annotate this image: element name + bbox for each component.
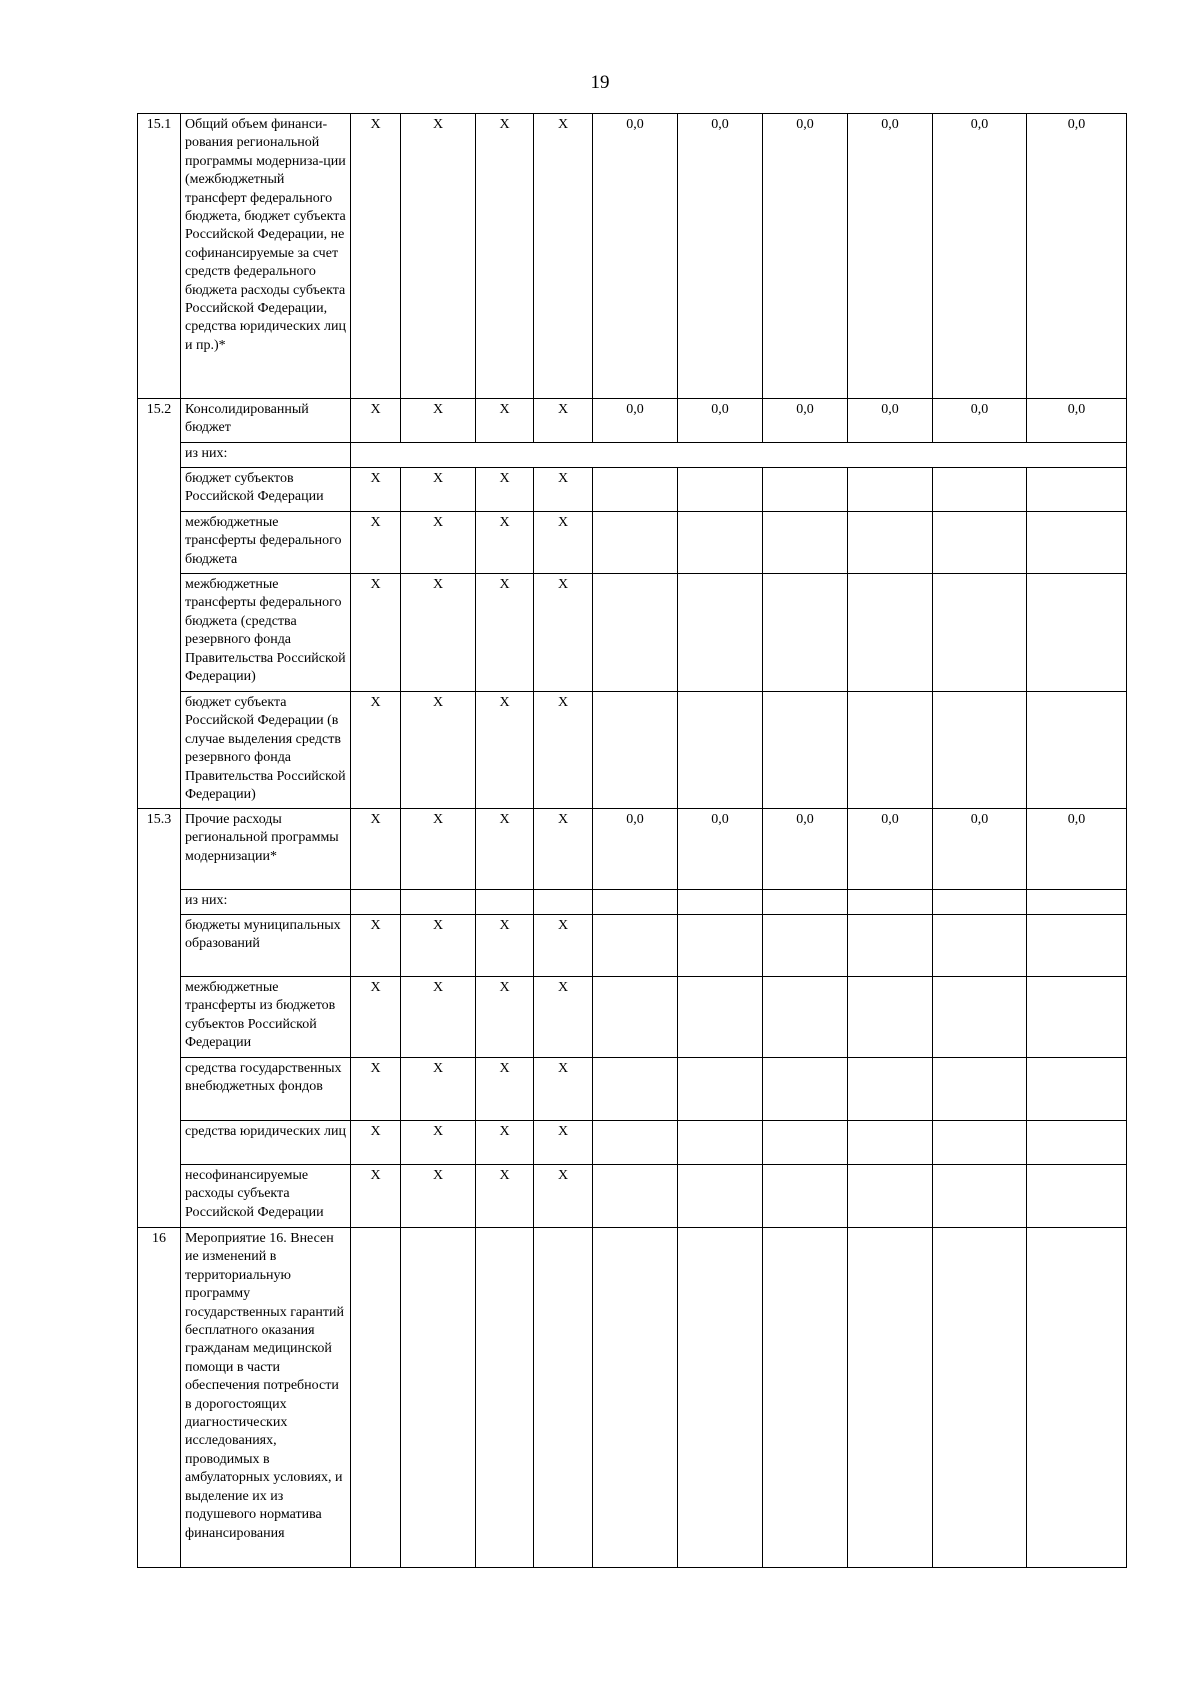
table-cell bbox=[763, 512, 848, 574]
table-cell: Х bbox=[401, 512, 476, 574]
table-row bbox=[138, 809, 1127, 890]
table-cell bbox=[763, 915, 848, 977]
table-cell: Х bbox=[534, 1165, 593, 1228]
table-cell: Х bbox=[476, 399, 534, 443]
table-cell: Х bbox=[401, 915, 476, 977]
table-cell bbox=[593, 915, 678, 977]
table-cell: Х bbox=[351, 512, 401, 574]
table-cell: Х bbox=[476, 809, 534, 890]
table-cell: 0,0 bbox=[593, 114, 678, 399]
table-cell: Х bbox=[351, 574, 401, 692]
table-cell bbox=[1027, 1121, 1127, 1165]
row-label: межбюджетные трансферты федерального бюджета (средства резервного фонда Правительства Российской Федерации) bbox=[181, 574, 351, 692]
table-cell bbox=[848, 574, 933, 692]
table-cell: 0,0 bbox=[1027, 809, 1127, 890]
table-cell: 0,0 bbox=[1027, 114, 1127, 399]
table-cell bbox=[593, 512, 678, 574]
table-cell bbox=[763, 468, 848, 512]
table-cell bbox=[763, 890, 848, 915]
table-cell bbox=[678, 468, 763, 512]
row-label: межбюджетные трансферты федерального бюджета bbox=[181, 512, 351, 574]
table-cell bbox=[1027, 468, 1127, 512]
table-cell bbox=[763, 1121, 848, 1165]
table-cell bbox=[933, 1165, 1027, 1228]
table-cell bbox=[678, 512, 763, 574]
table-cell: Х bbox=[401, 114, 476, 399]
table-cell: Х bbox=[476, 512, 534, 574]
table-cell: Х bbox=[401, 977, 476, 1058]
table-cell bbox=[933, 890, 1027, 915]
table-cell bbox=[763, 1058, 848, 1121]
table-cell bbox=[593, 1228, 678, 1568]
table-cell: Х bbox=[534, 114, 593, 399]
table-cell bbox=[933, 574, 1027, 692]
table-cell: 0,0 bbox=[593, 809, 678, 890]
table-cell bbox=[933, 468, 1027, 512]
table-cell: Х bbox=[476, 468, 534, 512]
table-row bbox=[138, 512, 1127, 574]
table-cell bbox=[848, 1228, 933, 1568]
table-cell: Х bbox=[476, 1165, 534, 1228]
table-cell bbox=[401, 890, 476, 915]
table-cell bbox=[848, 692, 933, 809]
table-cell bbox=[763, 1228, 848, 1568]
row-number: 15.2 bbox=[138, 399, 181, 809]
table-cell: Х bbox=[351, 1165, 401, 1228]
table-cell: 0,0 bbox=[763, 809, 848, 890]
table-cell: Х bbox=[534, 977, 593, 1058]
table-cell: Х bbox=[351, 692, 401, 809]
financing-table bbox=[137, 113, 1127, 1568]
table-cell bbox=[476, 1228, 534, 1568]
table-cell bbox=[933, 1058, 1027, 1121]
table-cell: Х bbox=[534, 1058, 593, 1121]
table-cell: Х bbox=[351, 468, 401, 512]
table-cell bbox=[351, 890, 401, 915]
table-cell: Х bbox=[351, 809, 401, 890]
table-cell bbox=[351, 1228, 401, 1568]
table-cell bbox=[534, 1228, 593, 1568]
row-label: Мероприятие 16. Внесен ие изменений в территориальную программу государственных гарантий бесплатного оказания гражданам медицинской помощи в части обеспечения потребности в дорогостоящих диагностических исследованиях, проводимых в амбулаторных условиях, и выделение их из подушевого норматива финансирования bbox=[181, 1228, 351, 1568]
row-label: межбюджетные трансферты из бюджетов субъектов Российской Федерации bbox=[181, 977, 351, 1058]
table-cell: Х bbox=[401, 809, 476, 890]
row-label: средства юридических лиц bbox=[181, 1121, 351, 1165]
table-cell bbox=[933, 915, 1027, 977]
table-cell bbox=[1027, 977, 1127, 1058]
table-cell bbox=[848, 915, 933, 977]
table-cell bbox=[1027, 512, 1127, 574]
table-cell: 0,0 bbox=[848, 809, 933, 890]
table-cell bbox=[933, 977, 1027, 1058]
table-cell bbox=[1027, 692, 1127, 809]
table-cell bbox=[848, 1058, 933, 1121]
table-cell: Х bbox=[534, 399, 593, 443]
table-row bbox=[138, 692, 1127, 809]
table-row bbox=[138, 399, 1127, 443]
table-cell: Х bbox=[534, 512, 593, 574]
table-row bbox=[138, 915, 1127, 977]
table-cell bbox=[593, 977, 678, 1058]
table-cell: Х bbox=[401, 574, 476, 692]
row-label: бюджет субъекта Российской Федерации (в случае выделения средств резервного фонда Правительства Российской Федерации) bbox=[181, 692, 351, 809]
table-cell: 0,0 bbox=[933, 114, 1027, 399]
table-cell bbox=[678, 1058, 763, 1121]
table-cell: Х bbox=[351, 1058, 401, 1121]
table-cell bbox=[401, 1228, 476, 1568]
table-cell bbox=[848, 468, 933, 512]
table-cell bbox=[678, 977, 763, 1058]
table-cell bbox=[678, 890, 763, 915]
table-cell bbox=[593, 1121, 678, 1165]
row-label: Прочие расходы региональной программы модернизации* bbox=[181, 809, 351, 890]
table-cell bbox=[678, 1121, 763, 1165]
table-cell bbox=[678, 915, 763, 977]
table-cell: 0,0 bbox=[848, 399, 933, 443]
table-cell bbox=[593, 574, 678, 692]
table-cell bbox=[763, 692, 848, 809]
row-number: 15.1 bbox=[138, 114, 181, 399]
table-cell bbox=[848, 890, 933, 915]
row-label: бюджеты муниципальных образований bbox=[181, 915, 351, 977]
table-cell: 0,0 bbox=[593, 399, 678, 443]
table-row bbox=[138, 1165, 1127, 1228]
table-cell bbox=[678, 692, 763, 809]
table-cell: 0,0 bbox=[678, 114, 763, 399]
table-cell bbox=[763, 977, 848, 1058]
table-cell bbox=[678, 1165, 763, 1228]
table-cell: Х bbox=[401, 399, 476, 443]
table-cell bbox=[1027, 890, 1127, 915]
table-cell bbox=[678, 1228, 763, 1568]
table-cell bbox=[1027, 1165, 1127, 1228]
table-cell: Х bbox=[534, 809, 593, 890]
table-cell: 0,0 bbox=[763, 114, 848, 399]
table-cell bbox=[593, 890, 678, 915]
table-cell bbox=[534, 890, 593, 915]
table-cell: Х bbox=[401, 692, 476, 809]
table-cell: 0,0 bbox=[678, 399, 763, 443]
table-cell: 0,0 bbox=[933, 399, 1027, 443]
table-cell bbox=[933, 1121, 1027, 1165]
table-cell: Х bbox=[476, 915, 534, 977]
table-cell bbox=[1027, 574, 1127, 692]
row-number: 16 bbox=[138, 1228, 181, 1568]
table-cell bbox=[933, 692, 1027, 809]
table-cell: Х bbox=[401, 1165, 476, 1228]
table-cell: 0,0 bbox=[933, 809, 1027, 890]
table-cell bbox=[1027, 1058, 1127, 1121]
table-cell: Х bbox=[476, 977, 534, 1058]
row-label: средства государственных внебюджетных фондов bbox=[181, 1058, 351, 1121]
table-cell bbox=[848, 977, 933, 1058]
table-cell bbox=[1027, 1228, 1127, 1568]
table-row bbox=[138, 443, 1127, 468]
table-row bbox=[138, 1228, 1127, 1568]
table-cell: Х bbox=[476, 114, 534, 399]
table-cell bbox=[476, 890, 534, 915]
table-cell: Х bbox=[351, 399, 401, 443]
row-label: бюджет субъектов Российской Федерации bbox=[181, 468, 351, 512]
of-which-label: из них: bbox=[181, 443, 351, 468]
page-number: 19 bbox=[590, 72, 610, 93]
table-row bbox=[138, 977, 1127, 1058]
empty-cell bbox=[351, 443, 1127, 468]
table-cell: Х bbox=[351, 114, 401, 399]
table-cell bbox=[593, 468, 678, 512]
table-cell: Х bbox=[534, 574, 593, 692]
table-cell bbox=[678, 574, 763, 692]
table-cell bbox=[848, 1121, 933, 1165]
table-cell: Х bbox=[534, 1121, 593, 1165]
table-cell: Х bbox=[476, 692, 534, 809]
table-cell: Х bbox=[476, 1121, 534, 1165]
table-cell: Х bbox=[401, 1058, 476, 1121]
table-cell bbox=[763, 1165, 848, 1228]
table-cell bbox=[593, 1165, 678, 1228]
table-cell: 0,0 bbox=[1027, 399, 1127, 443]
row-number: 15.3 bbox=[138, 809, 181, 1228]
table-cell: Х bbox=[534, 915, 593, 977]
row-label: Общий объем финанси-рования региональной программы модерниза-ции (межбюджетный трансферт федерального бюджета, бюджет субъекта Российской Федерации, не софинансируемые за счет средств федерального бюджета расходы субъекта Российской Федерации, средства юридических лиц и пр.)* bbox=[181, 114, 351, 399]
table-row bbox=[138, 114, 1127, 399]
row-label: несофинансируемые расходы субъекта Российской Федерации bbox=[181, 1165, 351, 1228]
table-cell bbox=[933, 512, 1027, 574]
table-cell bbox=[933, 1228, 1027, 1568]
table-row bbox=[138, 574, 1127, 692]
table-cell: Х bbox=[476, 574, 534, 692]
table-cell: Х bbox=[476, 1058, 534, 1121]
table-cell: 0,0 bbox=[763, 399, 848, 443]
table-cell bbox=[763, 574, 848, 692]
table-cell bbox=[1027, 915, 1127, 977]
table-row bbox=[138, 468, 1127, 512]
table-row bbox=[138, 890, 1127, 915]
table-cell: 0,0 bbox=[848, 114, 933, 399]
of-which-label: из них: bbox=[181, 890, 351, 915]
table-cell bbox=[848, 1165, 933, 1228]
table-cell bbox=[593, 1058, 678, 1121]
row-label: Консолидированный бюджет bbox=[181, 399, 351, 443]
table-cell: Х bbox=[534, 692, 593, 809]
table-cell: Х bbox=[401, 1121, 476, 1165]
table-cell: Х bbox=[351, 915, 401, 977]
table-cell bbox=[593, 692, 678, 809]
table-cell: Х bbox=[351, 977, 401, 1058]
table-cell: Х bbox=[351, 1121, 401, 1165]
table-cell: Х bbox=[534, 468, 593, 512]
table-row bbox=[138, 1121, 1127, 1165]
table-cell bbox=[848, 512, 933, 574]
table-row bbox=[138, 1058, 1127, 1121]
table-cell: 0,0 bbox=[678, 809, 763, 890]
table-cell: Х bbox=[401, 468, 476, 512]
